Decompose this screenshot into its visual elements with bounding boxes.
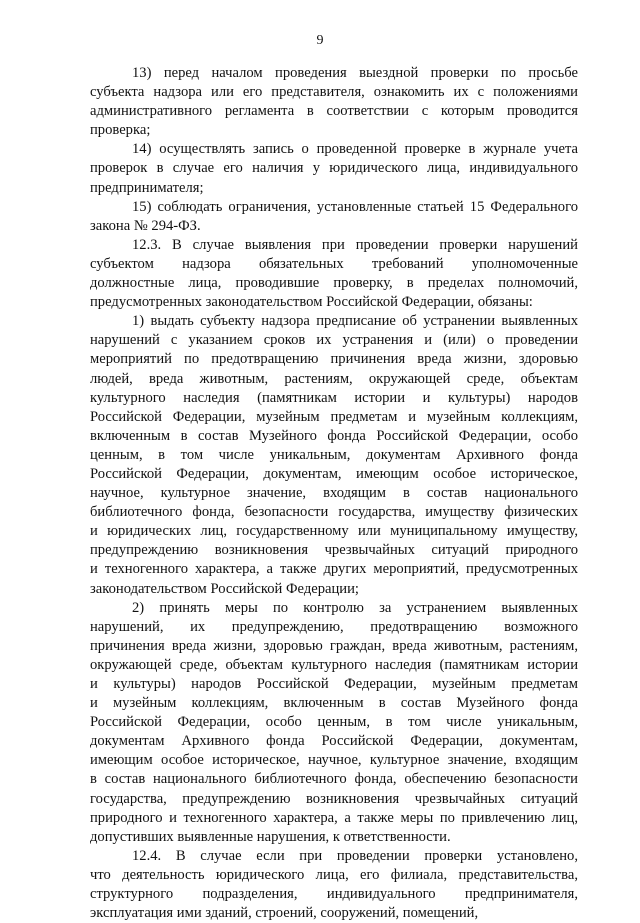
text-line: Российской Федерации, документам, имеющим особое историческое, — [90, 465, 578, 482]
text-line: и техногенного характера, а также других мероприятий, предусмотренных — [90, 561, 578, 578]
text-line: Российской Федерации, музейным предметам и музейным коллекциям, — [90, 408, 578, 425]
text-line: субъектом надзора обязательных требований уполномоченные — [90, 255, 578, 272]
text-line: проверок в случае его наличия у юридического лица, индивидуального — [90, 160, 578, 177]
text-line: и музейным коллекциям, включенным в состав Музейного фонда — [90, 695, 578, 712]
paragraph — [90, 312, 578, 598]
text-line: предпринимателя; — [90, 179, 204, 196]
text-line: библиотечного фонда, безопасности государства, имуществу физических — [90, 504, 578, 521]
text-line: предупреждению возникновения чрезвычайных ситуаций природного — [90, 542, 578, 559]
paragraph — [90, 236, 578, 312]
text-line: 15) соблюдать ограничения, установленные статьей 15 Федерального — [132, 198, 578, 215]
text-line: включенным в состав Музейного фонда Российской Федерации, особо — [90, 427, 578, 444]
text-line: административного регламента в соответствии с которым проводится — [90, 103, 578, 120]
text-line: 1) выдать субъекту надзора предписание об устранении выявленных — [132, 313, 578, 330]
paragraph — [90, 599, 578, 847]
text-line: должностные лица, проводившие проверку, в пределах полномочий, — [90, 275, 578, 292]
text-line: культурного наследия (памятникам истории и культуры) народов — [90, 389, 578, 406]
text-line: имеющим особое историческое, научное, культурное значение, входящим — [90, 752, 578, 769]
text-line: предусмотренных законодательством Российской Федерации, обязаны: — [90, 294, 533, 311]
text-line: окружающей среде, объектам культурного наследия (памятникам истории — [90, 656, 578, 673]
text-line: и юридических лиц, государственному или муниципальному имуществу, — [90, 523, 578, 540]
text-line: ценным, в том числе уникальным, документам Архивного фонда — [90, 446, 578, 463]
paragraph — [90, 64, 578, 140]
paragraph — [90, 140, 578, 197]
text-line: 13) перед началом проведения выездной проверки по просьбе — [132, 65, 578, 81]
text-line: документам Архивного фонда Российской Федерации, документам, — [90, 733, 578, 750]
paragraph — [90, 847, 578, 923]
paragraph — [90, 198, 578, 236]
page-number: 9 — [316, 33, 324, 48]
text-line: 2) принять меры по контролю за устранением выявленных — [132, 599, 578, 616]
text-line: структурного подразделения, индивидуального предпринимателя, — [90, 886, 578, 903]
text-line: природного и техногенного характера, а также меры по привлечению лиц, — [90, 809, 578, 826]
text-line: причинения вреда жизни, здоровью граждан, вреда животным, растениям, — [90, 637, 578, 654]
text-line: нарушений, их предупреждению, предотвращению возможного — [90, 618, 578, 635]
text-line: и культуры) народов Российской Федерации, музейным предметам — [90, 676, 578, 692]
text-line: нарушений с указанием сроков их устранения и (или) о проведении — [90, 332, 578, 349]
text-line: допустивших выявленные нарушения, к ответственности. — [90, 828, 451, 845]
text-line: субъекта надзора или его представителя, ознакомить их с положениями — [90, 84, 578, 101]
text-line: людей, вреда животным, растениям, окружающей среде, объектам — [90, 370, 578, 387]
text-line: закона № 294-ФЗ. — [90, 217, 201, 234]
text-line: научное, культурное значение, входящим в состав национального — [90, 485, 578, 502]
text-line: мероприятий по предотвращению причинения вреда жизни, здоровью — [90, 351, 578, 368]
text-line: 12.3. В случае выявления при проведении проверки нарушений — [132, 236, 578, 253]
text-line: государства, предупреждению возникновения чрезвычайных ситуаций — [90, 790, 578, 807]
text-line: законодательством Российской Федерации; — [90, 580, 359, 597]
document-body — [90, 64, 578, 923]
text-line: Российской Федерации, особо ценным, в том числе уникальным, — [90, 714, 578, 731]
text-line: что деятельность юридического лица, его филиала, представительства, — [90, 866, 578, 883]
text-line: 12.4. В случае если при проведении проверки установлено, — [132, 847, 578, 864]
text-line: эксплуатация ими зданий, строений, сооружений, помещений, — [90, 905, 479, 922]
text-line: 14) осуществлять запись о проведенной проверке в журнале учета — [132, 141, 578, 158]
text-line: в состав национального библиотечного фонда, обеспечению безопасности — [90, 771, 578, 788]
text-line: проверка; — [90, 122, 151, 139]
